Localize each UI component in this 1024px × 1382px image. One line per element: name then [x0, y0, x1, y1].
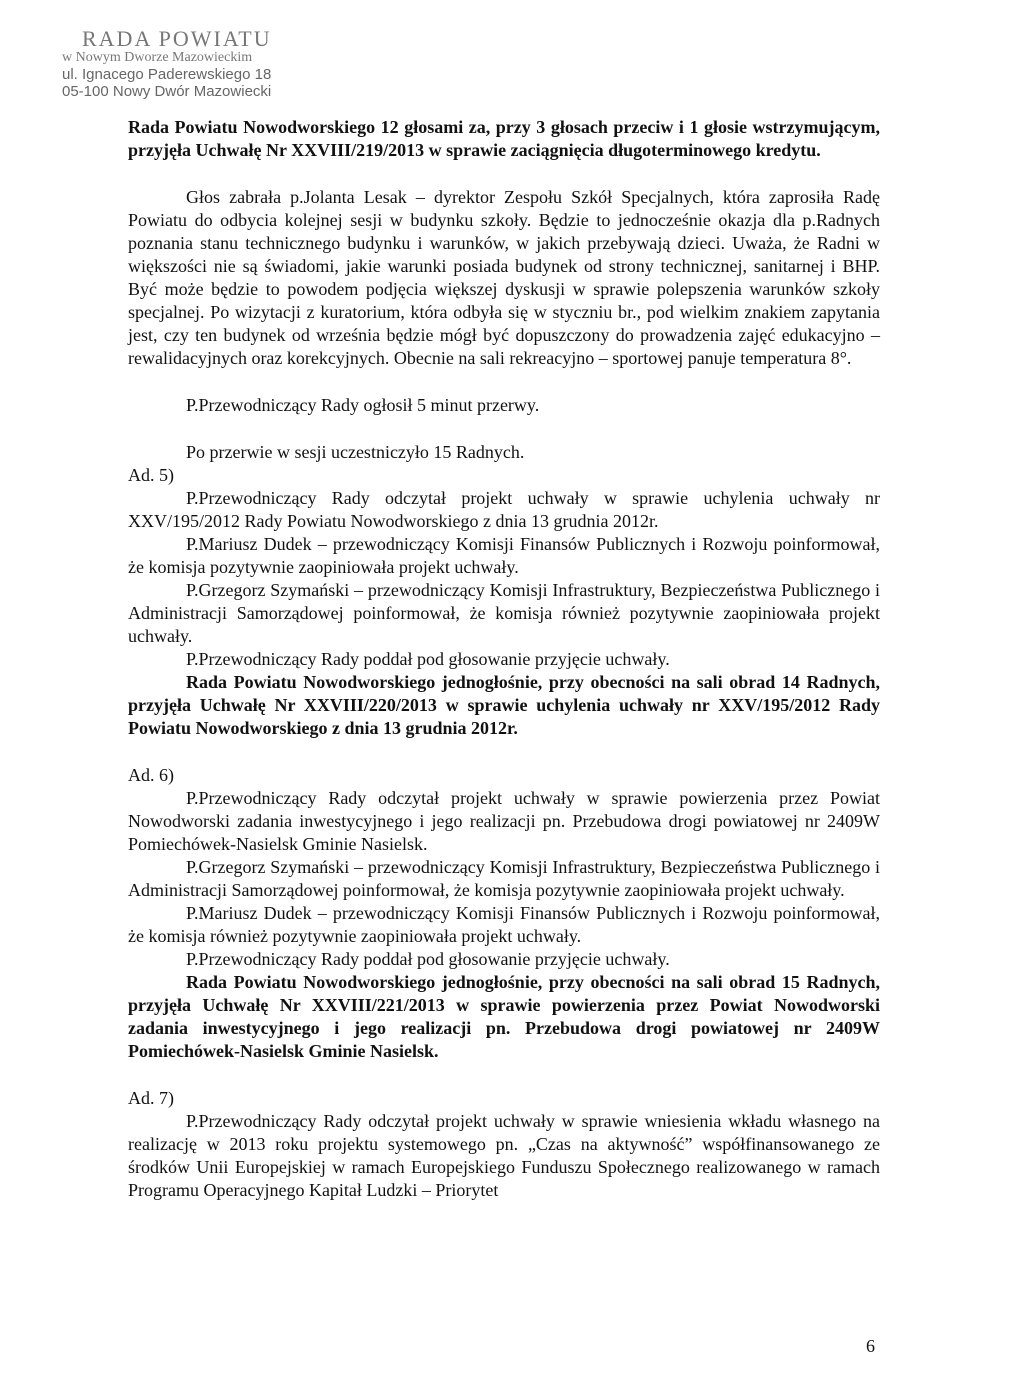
agenda-item-5-heading: Ad. 5): [128, 465, 174, 485]
page-number: 6: [866, 1336, 875, 1356]
stamp-line-4: 05-100 Nowy Dwór Mazowiecki: [62, 83, 272, 100]
item-6-vote: P.Przewodniczący Rady poddał pod głosowanie przyjęcie uchwały.: [186, 949, 670, 969]
stamp-line-2: w Nowym Dworze Mazowieckim: [62, 50, 253, 65]
item-5-finance-committee: P.Mariusz Dudek – przewodniczący Komisji Finansów Publicznych i Rozwoju poinformował, że komisja pozytywnie zaopiniowała projekt uchwały.: [128, 534, 880, 577]
item-5-vote: P.Przewodniczący Rady poddał pod głosowanie przyjęcie uchwały.: [186, 649, 670, 669]
document-body: [128, 116, 880, 1202]
resolution-220-paragraph: Rada Powiatu Nowodworskiego jednogłośnie, przy obecności na sali obrad 14 Radnych, przyjęła Uchwałę Nr XXVIII/220/2013 w sprawie uchylenia uchwały nr XXV/195/2012 Rady Powiatu Nowodworskiego z dnia 13 grudnia 2012r.: [128, 672, 880, 738]
stamp-line-1: RADA POWIATU: [82, 26, 272, 51]
item-6-finance-committee: P.Mariusz Dudek – przewodniczący Komisji Finansów Publicznych i Rozwoju poinformował, że komisja również pozytywnie zaopiniowała projekt uchwały.: [128, 903, 880, 946]
agenda-item-7-heading: Ad. 7): [128, 1088, 174, 1108]
item-6-reading: P.Przewodniczący Rady odczytał projekt uchwały w sprawie powierzenia przez Powiat Nowodworski zadania inwestycyjnego i jego realizacji pn. Przebudowa drogi powiatowej nr 2409W Pomiechówek-Nasielsk Gminie Nasielsk.: [128, 788, 880, 854]
jolanta-lesak-paragraph: Głos zabrała p.Jolanta Lesak – dyrektor Zespołu Szkół Specjalnych, która zaprosiła Radę Powiatu do odbycia kolejnej sesji w budynku szkoły. Będzie to jednocześnie okazja dla p.Radnych poznania stanu technicznego budynku i warunków, w jakich przebywają dzieci. Uważa, że Radni w większości nie są świadomi, jakie warunki posiada budynek od strony technicznej, sanitarnej i BHP. Być może będzie to powodem podjęcia większej dyskusji w sprawie polepszenia warunków szkoły specjalnej. Po wizytacji z kuratorium, która odbyła się w styczniu br., pod wielkim znakiem zapytania jest, czy ten budynek od września będzie mógł być dopuszczony do prowadzenia zajęć edukacyjno – rewalidacyjnych oraz korekcyjnych. Obecnie na sali rekreacyjno – sportowej panuje temperatura 8°.: [128, 187, 880, 368]
office-stamp: [62, 28, 322, 100]
item-5-infrastructure-committee: P.Grzegorz Szymański – przewodniczący Komisji Infrastruktury, Bezpieczeństwa Publicznego i Administracji Samorządowej poinformował, że komisja również pozytywnie zaopiniowała projekt uchwały.: [128, 580, 880, 646]
resolution-219-paragraph: Rada Powiatu Nowodworskiego 12 głosami za, przy 3 głosach przeciw i 1 głosie wstrzymującym, przyjęła Uchwałę Nr XXVIII/219/2013 w sprawie zaciągnięcia długoterminowego kredytu.: [128, 117, 880, 160]
after-break-attendance: Po przerwie w sesji uczestniczyło 15 Radnych.: [186, 442, 525, 462]
break-announcement: P.Przewodniczący Rady ogłosił 5 minut przerwy.: [186, 395, 540, 415]
item-6-infrastructure-committee: P.Grzegorz Szymański – przewodniczący Komisji Infrastruktury, Bezpieczeństwa Publicznego i Administracji Samorządowej poinformował, że komisja pozytywnie zaopiniowała projekt uchwały.: [128, 857, 880, 900]
resolution-221-paragraph: Rada Powiatu Nowodworskiego jednogłośnie, przy obecności na sali obrad 15 Radnych, przyjęła Uchwałę Nr XXVIII/221/2013 w sprawie powierzenia przez Powiat Nowodworski zadania inwestycyjnego i jego realizacji pn. Przebudowa drogi powiatowej nr 2409W Pomiechówek-Nasielsk Gminie Nasielsk.: [128, 972, 880, 1061]
agenda-item-6-heading: Ad. 6): [128, 765, 174, 785]
stamp-line-3: ul. Ignacego Paderewskiego 18: [62, 66, 272, 83]
item-7-reading: P.Przewodniczący Rady odczytał projekt uchwały w sprawie wniesienia wkładu własnego na realizację w 2013 roku projektu systemowego pn. „Czas na aktywność” współfinansowanego ze środków Unii Europejskiej w ramach Europejskiego Funduszu Społecznego realizowanego w ramach Programu Operacyjnego Kapitał Ludzki – Priorytet: [128, 1111, 880, 1200]
item-5-reading: P.Przewodniczący Rady odczytał projekt uchwały w sprawie uchylenia uchwały nr XXV/195/2012 Rady Powiatu Nowodworskiego z dnia 13 grudnia 2012r.: [128, 488, 880, 531]
